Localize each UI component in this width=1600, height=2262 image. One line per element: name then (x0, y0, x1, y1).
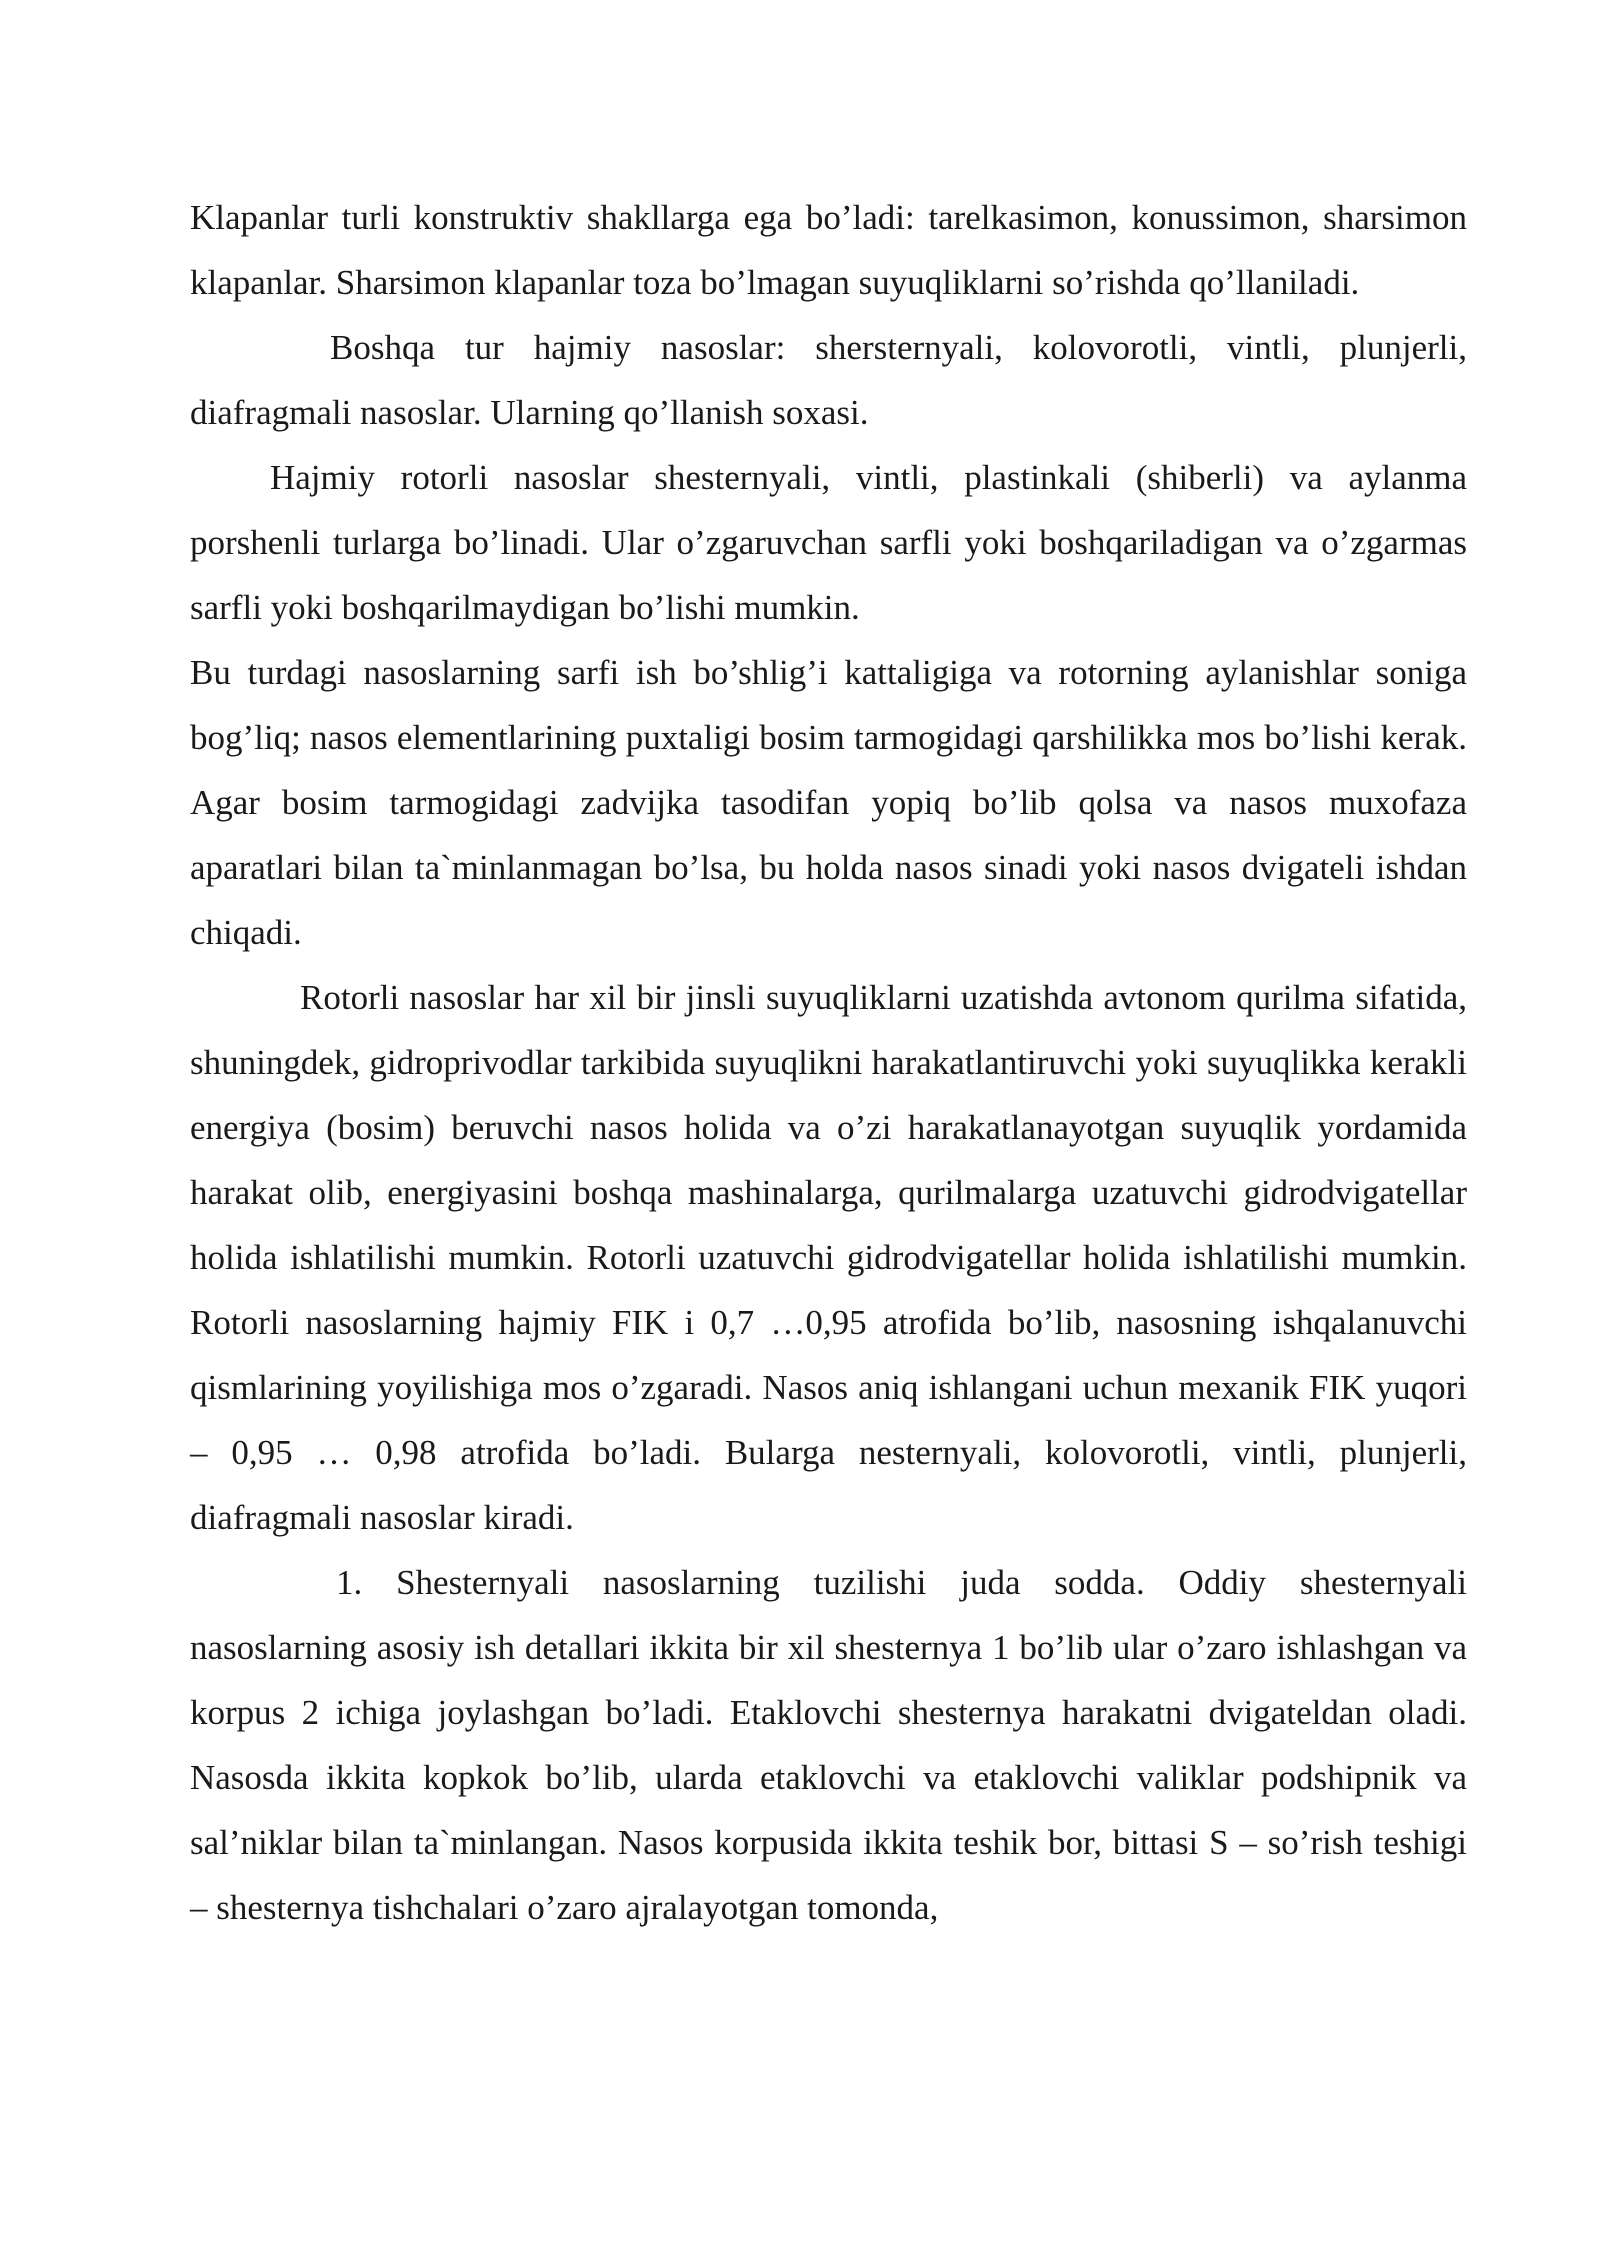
paragraph-rotary-pump-types: Hajmiy rotorli nasoslar shesternyali, vintli, plastinkali (shiberli) va aylanma porshenli turlarga bo’linadi. Ular o’zgaruvchan sarfli yoki boshqariladigan va o’zgarmas sarfli yoki boshqarilmaydigan bo’lishi mumkin. (190, 458, 1467, 627)
paragraph-pump-flow: Bu turdagi nasoslarning sarfi ish bo’shlig’i kattaligiga va rotorning aylanishlar soniga bog’liq; nasos elementlarining puxtaligi bosim tarmogidagi qarshilikka mos bo’lishi kerak. Agar bosim tarmogidagi zadvijka tasodifan yopiq bo’lib qolsa va nasos muxofaza aparatlari bilan ta`minlanmagan bo’lsa, bu holda nasos sinadi yoki nasos dvigateli ishdan chiqadi. (190, 653, 1467, 952)
document-body (190, 185, 1467, 1940)
paragraph-rotary-pump-usage: Rotorli nasoslar har xil bir jinsli suyuqliklarni uzatishda avtonom qurilma sifatida, shuningdek, gidroprivodlar tarkibida suyuqlikni harakatlantiruvchi yoki suyuqlikka kerakli energiya (bosim) beruvchi nasos holida va o’zi harakatlanayotgan suyuqlik yordamida harakat olib, energiyasini boshqa mashinalarga, qurilmalarga uzatuvchi gidrodvigatellar holida ishlatilishi mumkin. Rotorli uzatuvchi gidrodvigatellar holida ishlatilishi mumkin. Rotorli nasoslarning hajmiy FIK i 0,7 …0,95 atrofida bo’lib, nasosning ishqalanuvchi qismlarining yoyilishiga mos o’zgaradi. Nasos aniq ishlangani uchun mexanik FIK yuqori – 0,95 … 0,98 atrofida bo’ladi. Bularga nesternyali, kolovorotli, vintli, plunjerli, diafragmali nasoslar kiradi. (190, 978, 1467, 1537)
paragraph-gear-pumps: 1. Shesternyali nasoslarning tuzilishi juda sodda. Oddiy shesternyali nasoslarning asosiy ish detallari ikkita bir xil shesternya 1 bo’lib ular o’zaro ishlashgan va korpus 2 ichiga joylashgan bo’ladi. Etaklovchi shesternya harakatni dvigateldan oladi. Nasosda ikkita kopkok bo’lib, ularda etaklovchi va etaklovchi valiklar podshipnik va sal’niklar bilan ta`minlangan. Nasos korpusida ikkita teshik bor, bittasi S – so’rish teshigi – shesternya tishchalari o’zaro ajralayotgan tomonda, (190, 1563, 1467, 1927)
paragraph-valves: Klapanlar turli konstruktiv shakllarga ega bo’ladi: tarelkasimon, konussimon, sharsimon klapanlar. Sharsimon klapanlar toza bo’lmagan suyuqliklarni so’rishda qo’llaniladi. (190, 198, 1467, 302)
paragraph-other-volumetric-pumps: Boshqa tur hajmiy nasoslar: shersternyali, kolovorotli, vintli, plunjerli, diafragmali nasoslar. Ularning qo’llanish soxasi. (190, 328, 1467, 432)
